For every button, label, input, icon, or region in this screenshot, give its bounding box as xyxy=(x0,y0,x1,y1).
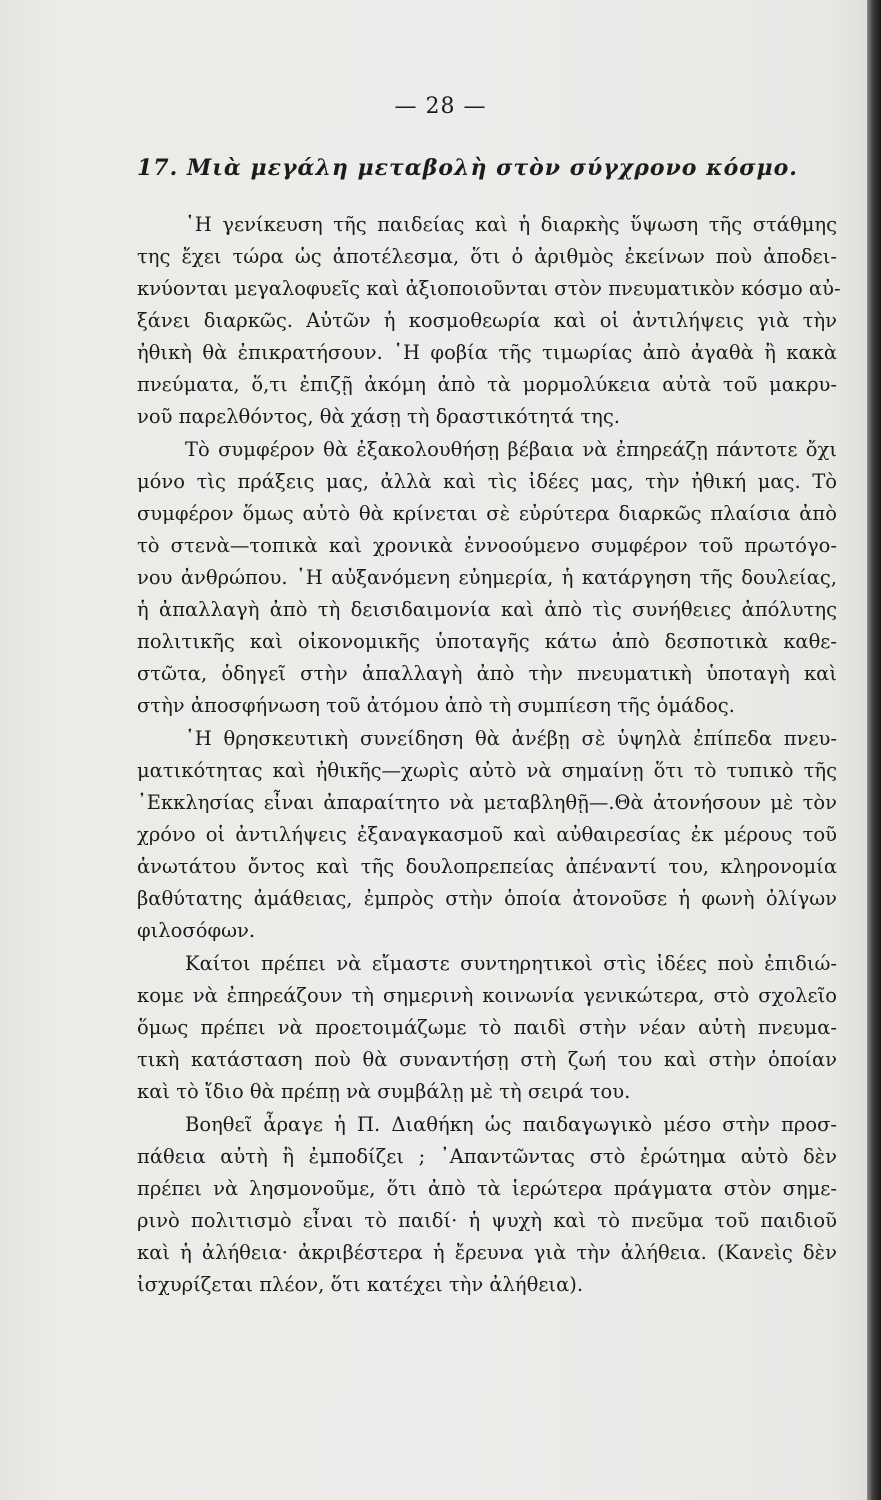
text-line: νοῦ παρελθόντος, θὰ χάσῃ τὴ δραστικότητά της. xyxy=(137,405,620,428)
text-line: Τὸ συμφέρον θὰ ἐξακολουθήσῃ βέβαια νὰ ἐπηρεάζῃ πάντοτε ὄχι xyxy=(185,438,837,461)
text-line: νου ἀνθρώπου. ῾Η αὐξανόμενη εὐημερία, ἡ κατάργηση τῆς δουλείας, xyxy=(137,566,837,589)
text-line: χρόνο οἱ ἀντιλήψεις ἐξαναγκασμοῦ καὶ αὐθαιρεσίας ἐκ μέρους τοῦ xyxy=(137,823,837,846)
text-line: ῾Η γενίκευση τῆς παιδείας καὶ ἡ διαρκὴς ὕψωση τῆς στάθμης xyxy=(185,213,837,236)
text-line: μόνο τὶς πράξεις μας, ἀλλὰ καὶ τὶς ἰδέες μας, τὴν ἠθική μας. Τὸ xyxy=(137,470,837,493)
text-line: της ἔχει τώρα ὡς ἀποτέλεσμα, ὅτι ὁ ἀριθμὸς ἐκείνων ποὺ ἀποδει- xyxy=(137,245,837,268)
text-line: ματικότητας καὶ ἠθικῆς—χωρὶς αὐτὸ νὰ σημαίνῃ ὅτι τὸ τυπικὸ τῆς xyxy=(137,759,837,782)
text-line: πνεύματα, ὅ,τι ἐπιζῇ ἀκόμη ἀπὸ τὰ μορμολύκεια αὐτὰ τοῦ μακρυ- xyxy=(137,373,837,396)
text-line: ᾿Εκκλησίας εἶναι ἀπαραίτητο νὰ μεταβληθῇ—.Θὰ ἀτονήσουν μὲ τὸν xyxy=(137,791,837,814)
text-line: ἀνωτάτου ὄντος καὶ τῆς δουλοπρεπείας ἀπέναντί του, κληρονομία xyxy=(137,855,837,878)
text-line: πολιτικῆς καὶ οἰκονομικῆς ὑποταγῆς κάτω ἀπὸ δεσποτικὰ καθε- xyxy=(137,630,837,653)
text-line: ὅμως πρέπει νὰ προετοιμάζωμε τὸ παιδὶ στὴν νέαν αὐτὴ πνευμα- xyxy=(137,1016,837,1039)
text-line: πάθεια αὐτὴ ἢ ἐμποδίζει ; ᾿Απαντῶντας στὸ ἐρώτημα αὐτὸ δὲν xyxy=(137,1145,837,1168)
text-line: τὸ στενὰ—τοπικὰ καὶ χρονικὰ ἐννοούμενο συμφέρον τοῦ πρωτόγο- xyxy=(137,534,837,557)
book-spine-edge xyxy=(867,0,881,1500)
text-line: φιλοσόφων. xyxy=(137,919,256,942)
text-line: βαθύτατης ἀμάθειας, ἐμπρὸς στὴν ὁποία ἀτονοῦσε ἡ φωνὴ ὀλίγων xyxy=(137,887,837,910)
text-line: στῶτα, ὁδηγεῖ στὴν ἀπαλλαγὴ ἀπὸ τὴν πνευματικὴ ὑποταγὴ καὶ xyxy=(137,662,837,685)
text-line: ἠθικὴ θὰ ἐπικρατήσουν. ῾Η φοβία τῆς τιμωρίας ἀπὸ ἀγαθὰ ἢ κακὰ xyxy=(137,341,837,364)
text-line: Βοηθεῖ ἆραγε ἡ Π. Διαθήκη ὡς παιδαγωγικὸ μέσο στὴν προσ- xyxy=(185,1113,837,1136)
text-line: κομε νὰ ἐπηρεάζουν τὴ σημερινὴ κοινωνία γενικώτερα, στὸ σχολεῖο xyxy=(137,984,837,1007)
text-line: ῾Η θρησκευτικὴ συνείδηση θὰ ἀνέβῃ σὲ ὑψηλὰ ἐπίπεδα πνευ- xyxy=(185,727,837,750)
text-line: καὶ τὸ ἴδιο θὰ πρέπῃ νὰ συμβάλῃ μὲ τὴ σειρά του. xyxy=(137,1080,631,1103)
text-line: συμφέρον ὅμως αὐτὸ θὰ κρίνεται σὲ εὐρύτερα διαρκῶς πλαίσια ἀπὸ xyxy=(137,502,837,525)
section-heading: 17. Μιὰ μεγάλη μεταβολὴ στὸν σύγχρονο κόσμο. xyxy=(137,155,798,181)
text-line: πρέπει νὰ λησμονοῦμε, ὅτι ἀπὸ τὰ ἱερώτερα πράγματα στὸν σημε- xyxy=(137,1177,837,1200)
text-line: στὴν ἀποσφήνωση τοῦ ἀτόμου ἀπὸ τὴ συμπίεση τῆς ὁμάδος. xyxy=(137,694,735,717)
text-line: ἰσχυρίζεται πλέον, ὅτι κατέχει τὴν ἀλήθεια). xyxy=(137,1273,584,1296)
text-line: καὶ ἡ ἀλήθεια· ἀκριβέστερα ἡ ἔρευνα γιὰ τὴν ἀλήθεια. (Κανεὶς δὲν xyxy=(137,1241,837,1264)
text-line: κνύονται μεγαλοφυεῖς καὶ ἀξιοποιοῦνται στὸν πνευματικὸν κόσμο αὐ- xyxy=(137,277,841,300)
text-line: τικὴ κατάσταση ποὺ θὰ συναντήσῃ στὴ ζωή του καὶ στὴν ὁποίαν xyxy=(137,1048,837,1071)
text-line: ἡ ἀπαλλαγὴ ἀπὸ τὴ δεισιδαιμονία καὶ ἀπὸ τὶς συνήθειες ἀπόλυτης xyxy=(137,598,837,621)
text-line: Καίτοι πρέπει νὰ εἴμαστε συντηρητικοὶ στὶς ἰδέες ποὺ ἐπιδιώ- xyxy=(185,952,837,975)
page-number: — 28 — xyxy=(394,94,487,119)
text-line: ρινὸ πολιτισμὸ εἶναι τὸ παιδί· ἡ ψυχὴ καὶ τὸ πνεῦμα τοῦ παιδιοῦ xyxy=(137,1209,837,1232)
text-line: ξάνει διαρκῶς. Αὐτῶν ἡ κοσμοθεωρία καὶ οἱ ἀντιλήψεις γιὰ τὴν xyxy=(137,309,837,332)
